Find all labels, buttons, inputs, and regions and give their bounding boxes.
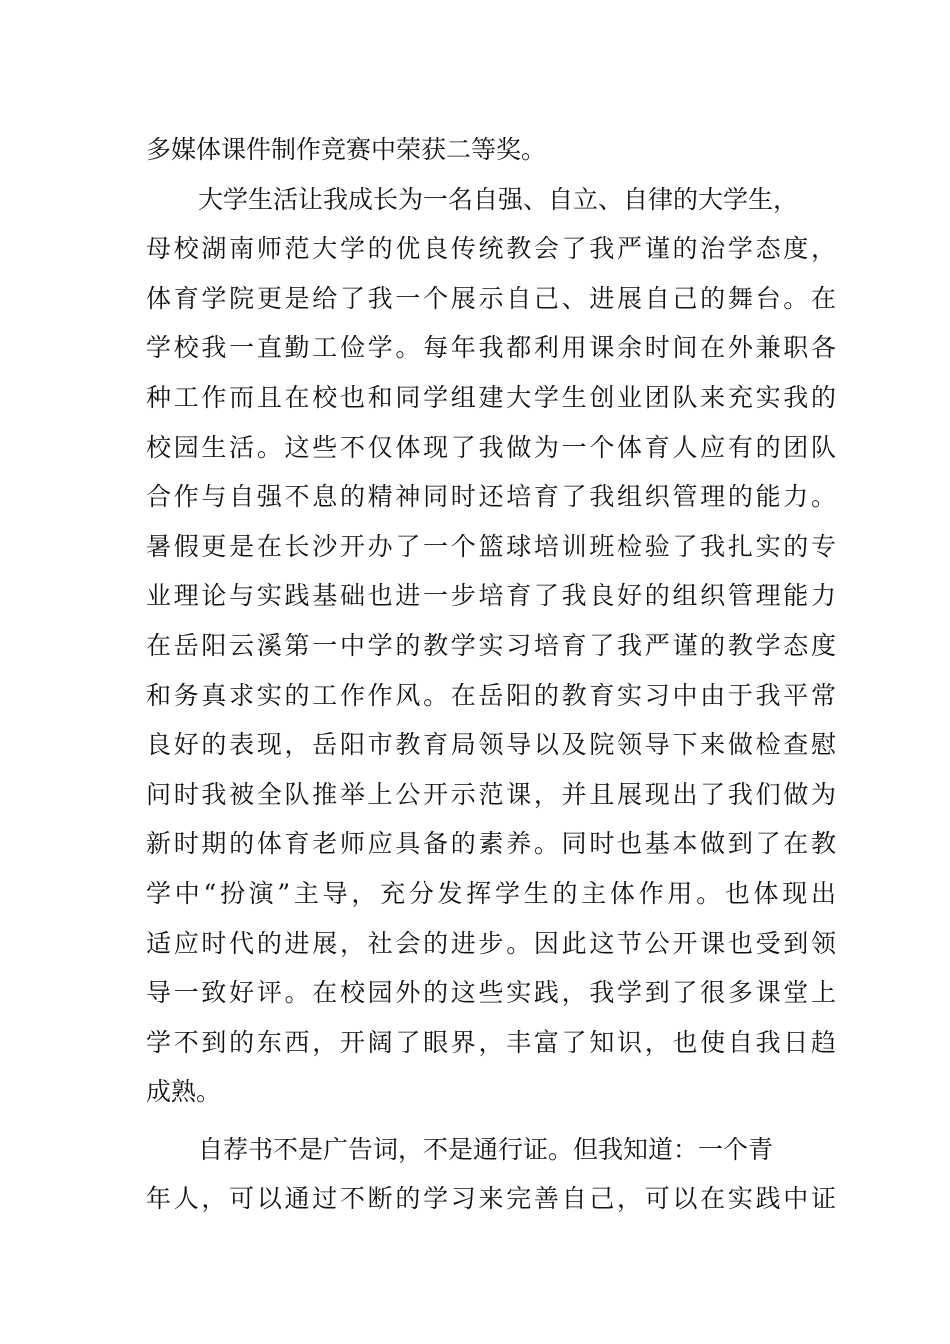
text-line: 和务真求实的工作作风。在岳阳的教育实习中由于我平常 xyxy=(146,680,836,710)
text-line: 母校湖南师范大学的优良传统教会了我严谨的治学态度， xyxy=(146,234,836,264)
text-line: 体育学院更是给了我一个展示自己、进展自己的舞台。在 xyxy=(146,283,836,313)
text-line: 年人，可以通过不断的学习来完善自己，可以在实践中证 xyxy=(146,1184,836,1214)
text-line: 在岳阳云溪第一中学的教学实习培育了我严谨的教学态度 xyxy=(146,630,836,660)
text-line: 导一致好评。在校园外的这些实践，我学到了很多课堂上 xyxy=(146,978,836,1008)
text-line: 学校我一直勤工俭学。每年我都利用课余时间在外兼职各 xyxy=(146,333,836,363)
text-line: 问时我被全队推举上公开示范课，并且展现出了我们做为 xyxy=(146,779,836,809)
text-line: 成熟。 xyxy=(146,1077,222,1107)
text-line: 暑假更是在长沙开办了一个篮球培训班检验了我扎实的专 xyxy=(146,531,836,561)
document-body xyxy=(146,125,836,1224)
text-line: 学不到的东西，开阔了眼界，丰富了知识，也使自我日趋 xyxy=(146,1027,836,1057)
text-line: 大学生活让我成长为一名自强、自立、自律的大学生， xyxy=(198,184,799,214)
paragraph-gap xyxy=(146,1117,836,1125)
text-line: 业理论与实践基础也进一步培育了我良好的组织管理能力 xyxy=(146,581,836,611)
text-line: 校园生活。这些不仅体现了我做为一个体育人应有的团队 xyxy=(146,432,836,462)
text-line: 新时期的体育老师应具备的素养。同时也基本做到了在教 xyxy=(146,829,836,859)
text-line: 合作与自强不息的精神同时还培育了我组织管理的能力。 xyxy=(146,482,836,512)
text-line: 多媒体课件制作竞赛中荣获二等奖。 xyxy=(146,135,547,164)
text-line: 自荐书不是广告词，不是通行证。但我知道：一个青 xyxy=(198,1134,774,1164)
text-line: 适应时代的进展，社会的进步。因此这节公开课也受到领 xyxy=(146,928,836,958)
text-line: 种工作而且在校也和同学组建大学生创业团队来充实我的 xyxy=(146,382,836,412)
text-line: 良好的表现，岳阳市教育局领导以及院领导下来做检查慰 xyxy=(146,730,836,760)
text-line: 学中“扮演”主导，充分发挥学生的主体作用。也体现出 xyxy=(146,878,836,908)
